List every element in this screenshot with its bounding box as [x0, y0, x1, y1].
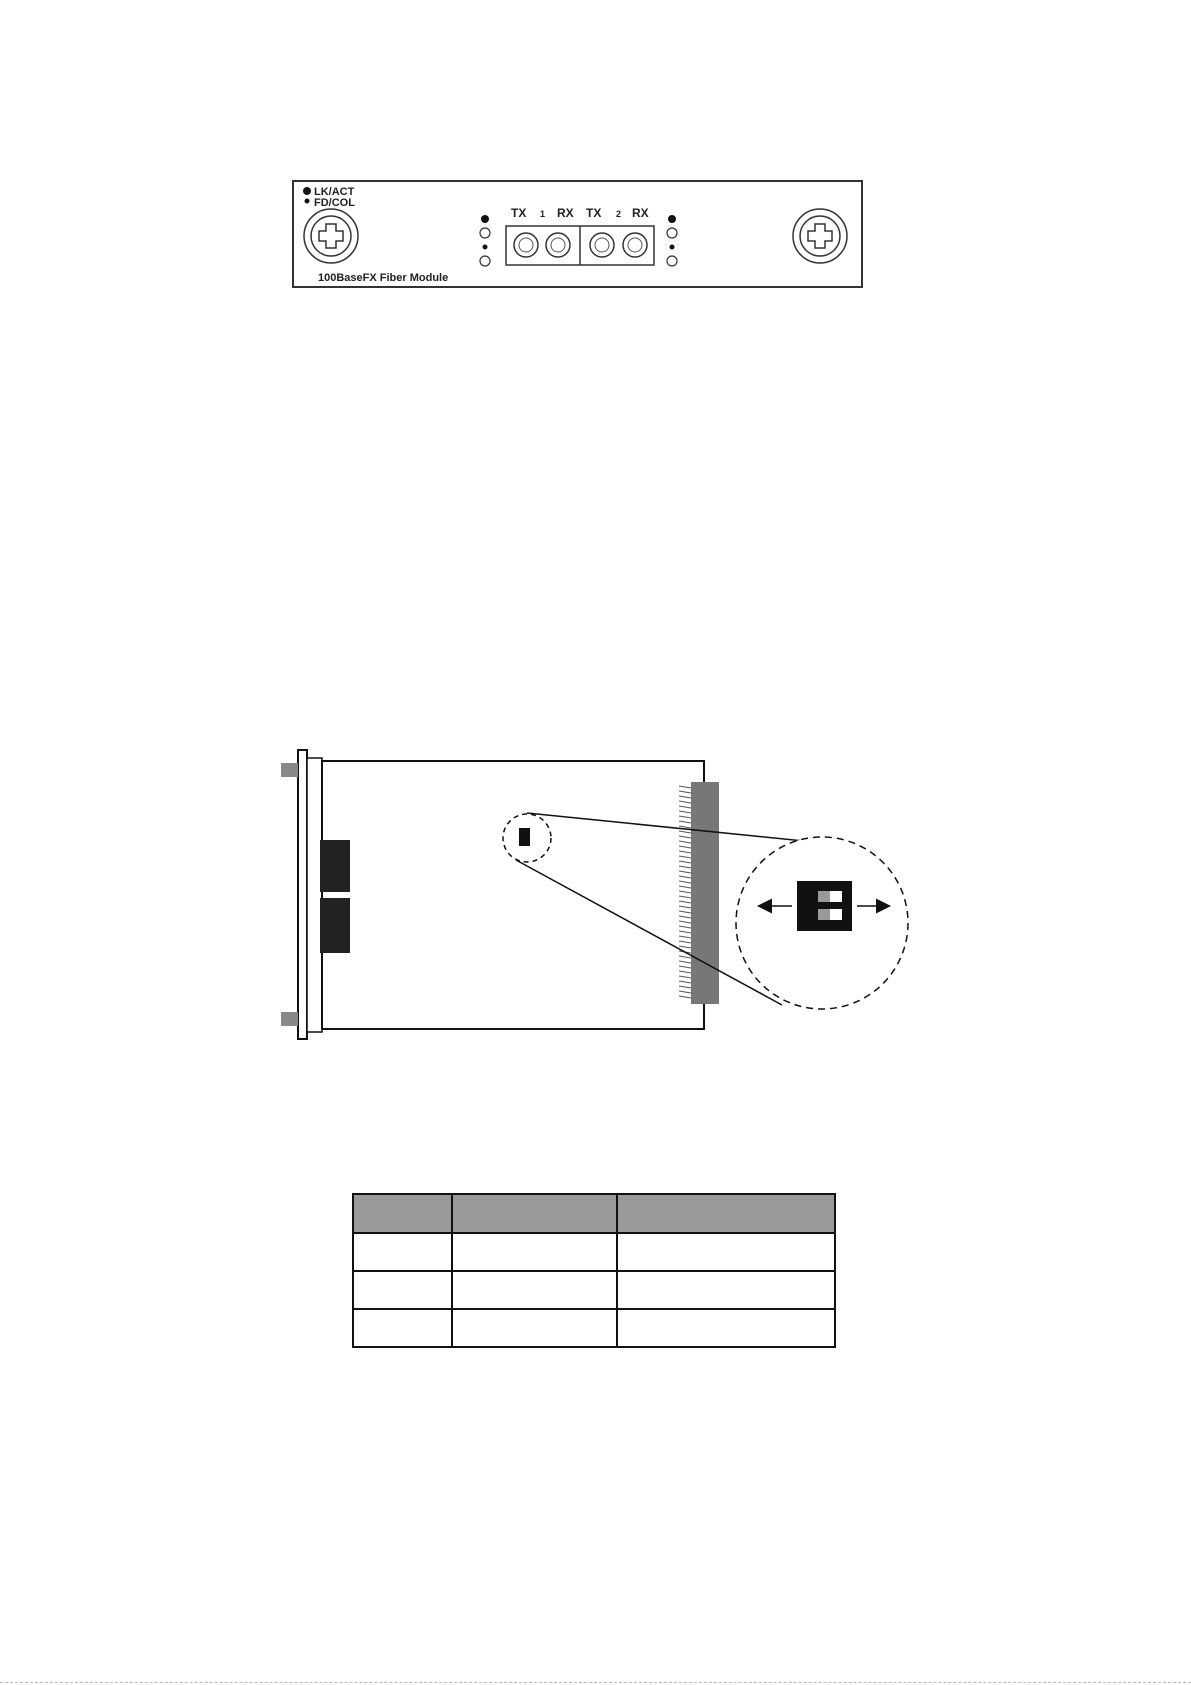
port1-rx-connector — [546, 233, 570, 257]
led-legend-dot-large — [303, 187, 311, 195]
dip-switch-small — [519, 828, 530, 846]
table-row — [353, 1309, 835, 1347]
port1-tx-connector — [514, 233, 538, 257]
led-legend-fd-col: FD/COL — [314, 197, 355, 209]
port1-tx-label: TX — [511, 206, 527, 220]
port2-rx-connector — [623, 233, 647, 257]
pcb-board — [322, 761, 704, 1029]
thumbscrew-right-icon — [793, 209, 847, 263]
port2-led-3 — [670, 245, 675, 250]
table-header-row — [353, 1194, 835, 1233]
port1-led-1 — [481, 215, 489, 223]
port1-led-4 — [480, 256, 490, 266]
table-cell — [452, 1271, 617, 1309]
port2-tx-connector — [590, 233, 614, 257]
port2-led-4 — [667, 256, 677, 266]
port2-rx-label: RX — [632, 206, 649, 220]
port2-led-2 — [667, 228, 677, 238]
thumbscrew-bottom — [281, 1012, 298, 1026]
faceplate-bracket-inner — [307, 758, 322, 1032]
table-cell — [617, 1233, 835, 1271]
dip-switch-enlarged — [797, 881, 852, 931]
port2-tx-label: TX — [586, 206, 602, 220]
table-cell — [353, 1271, 452, 1309]
table-header-cell — [617, 1194, 835, 1233]
port1-number: 1 — [540, 209, 546, 219]
led-legend-lk-act: LK/ACT — [314, 186, 355, 198]
thumbscrew-top — [281, 763, 298, 777]
table-cell — [452, 1233, 617, 1271]
thumbscrew-left-icon — [304, 209, 358, 263]
module-board-figure — [0, 720, 1191, 1050]
table-cell — [353, 1233, 452, 1271]
port1-led-2 — [480, 228, 490, 238]
table-header-cell — [452, 1194, 617, 1233]
faceplate-bracket — [298, 750, 307, 1039]
table-cell — [452, 1309, 617, 1347]
dip-switch-settings-table — [352, 1193, 836, 1348]
front-panel-figure — [0, 0, 1191, 320]
page-bottom-rule — [0, 1682, 1191, 1683]
fiber-connector-block-2 — [320, 898, 350, 953]
port1-rx-label: RX — [557, 206, 574, 220]
table-cell — [617, 1309, 835, 1347]
table-row — [353, 1233, 835, 1271]
port2-led-1 — [668, 215, 676, 223]
module-name-label: 100BaseFX Fiber Module — [318, 272, 449, 284]
table-header-cell — [353, 1194, 452, 1233]
table-cell — [353, 1309, 452, 1347]
led-legend-dot-small — [305, 199, 310, 204]
table-row — [353, 1271, 835, 1309]
fiber-connector-block-1 — [320, 840, 350, 892]
port1-led-3 — [483, 245, 488, 250]
port2-number: 2 — [616, 209, 622, 219]
table-cell — [617, 1271, 835, 1309]
